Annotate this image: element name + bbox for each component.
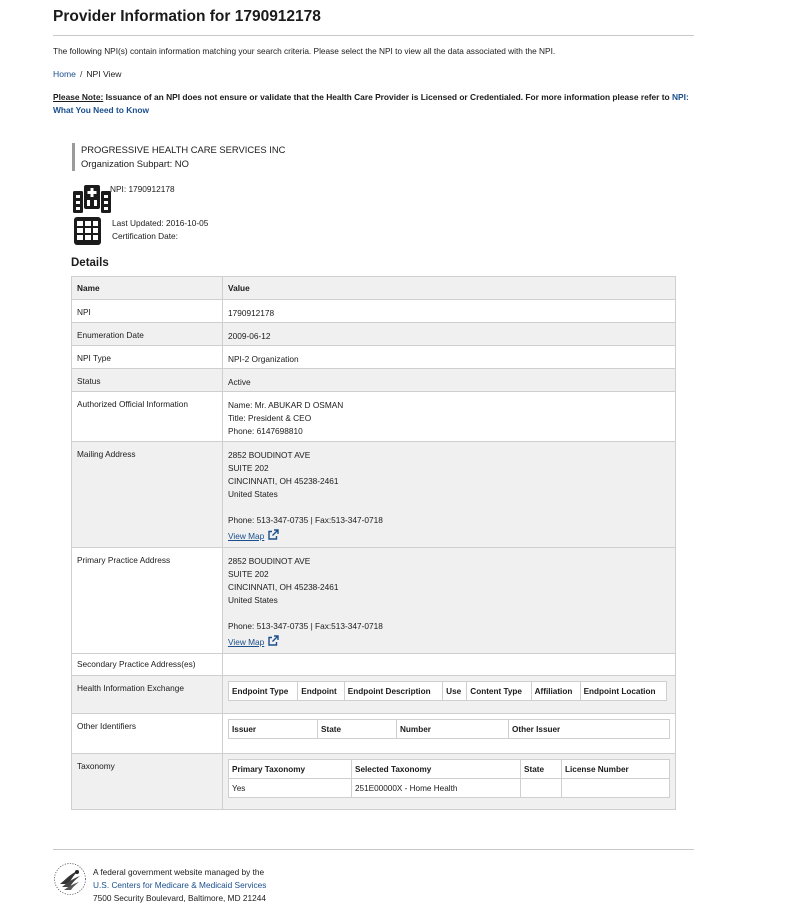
row-label: Other Identifiers xyxy=(72,714,223,754)
official-title: Title: President & CEO xyxy=(228,413,312,423)
breadcrumb xyxy=(53,69,122,79)
primary-contact: Phone: 513-347-0735 | Fax:513-347-0718 xyxy=(228,621,383,631)
taxonomy-column-header: Primary Taxonomy xyxy=(229,760,352,779)
external-link-icon[interactable] xyxy=(267,635,279,647)
npi-number: NPI: 1790912178 xyxy=(110,184,175,194)
address-line: 2852 BOUDINOT AVE xyxy=(228,556,311,566)
npi-type-value: NPI-2 Organization xyxy=(223,346,676,369)
hie-column-header: Content Type xyxy=(467,682,531,701)
view-map-row xyxy=(228,527,670,543)
taxonomy-value xyxy=(223,754,676,810)
breadcrumb-separator: / xyxy=(79,69,83,79)
title-divider xyxy=(53,35,694,36)
value-column-header: Value xyxy=(223,277,676,300)
address-line: CINCINNATI, OH 45238-2461 xyxy=(228,476,339,486)
hie-column-header: Use xyxy=(443,682,467,701)
row-label: Enumeration Date xyxy=(72,323,223,346)
organization-subpart: Organization Subpart: NO xyxy=(81,158,189,169)
row-label: NPI xyxy=(72,300,223,323)
taxonomy-column-header: State xyxy=(521,760,562,779)
status-value: Active xyxy=(223,369,676,392)
provider-summary xyxy=(72,143,285,171)
footer-divider xyxy=(53,849,694,850)
details-header-row xyxy=(72,277,676,300)
authorized-official-value xyxy=(223,392,676,442)
official-name: Name: Mr. ABUKAR D OSMAN xyxy=(228,400,344,410)
hie-column-header: Endpoint Location xyxy=(580,682,666,701)
details-heading: Details xyxy=(71,257,109,269)
breadcrumb-current: NPI View xyxy=(86,69,122,79)
mailing-view-map-link[interactable]: View Map xyxy=(228,531,265,541)
taxonomy-column-header: License Number xyxy=(562,760,670,779)
notice xyxy=(53,91,698,117)
organization-building-icon xyxy=(71,183,113,247)
other-identifiers-column-header: State xyxy=(318,720,397,739)
page-title: Provider Information for 1790912178 xyxy=(53,8,321,25)
hie-header-row xyxy=(229,682,667,701)
footer-text xyxy=(93,866,266,905)
hie-table xyxy=(228,681,667,701)
other-identifiers-column-header: Issuer xyxy=(229,720,318,739)
taxonomy-table xyxy=(228,759,670,798)
name-column-header: Name xyxy=(72,277,223,300)
hie-column-header: Endpoint xyxy=(298,682,345,701)
secondary-address-value xyxy=(223,654,676,676)
taxonomy-cell xyxy=(562,779,670,798)
enumeration-date-value: 2009-06-12 xyxy=(223,323,676,346)
row-label: Primary Practice Address xyxy=(72,548,223,654)
taxonomy-cell: 251E00000X - Home Health xyxy=(352,779,521,798)
table-row xyxy=(72,300,676,323)
row-label: NPI Type xyxy=(72,346,223,369)
primary-address-value xyxy=(223,548,676,654)
provider-name: PROGRESSIVE HEALTH CARE SERVICES INC xyxy=(81,144,286,155)
address-line: 2852 BOUDINOT AVE xyxy=(228,450,311,460)
hie-value xyxy=(223,676,676,714)
address-line: United States xyxy=(228,595,278,605)
hie-column-header: Affiliation xyxy=(531,682,580,701)
taxonomy-cell: Yes xyxy=(229,779,352,798)
taxonomy-column-header: Selected Taxonomy xyxy=(352,760,521,779)
npi-value: 1790912178 xyxy=(223,300,676,323)
table-row xyxy=(72,323,676,346)
row-label: Health Information Exchange xyxy=(72,676,223,714)
primary-view-map-link[interactable]: View Map xyxy=(228,637,265,647)
mailing-address-value xyxy=(223,442,676,548)
table-row xyxy=(72,392,676,442)
external-link-icon[interactable] xyxy=(267,529,279,541)
cms-link[interactable]: U.S. Centers for Medicare & Medicaid Services xyxy=(93,880,267,890)
other-identifiers-column-header: Other Issuer xyxy=(509,720,670,739)
notice-label: Please Note: xyxy=(53,92,104,102)
row-label: Status xyxy=(72,369,223,392)
table-row xyxy=(72,346,676,369)
taxonomy-row xyxy=(229,779,670,798)
npi-info-link[interactable]: NPI: What You Need to Know xyxy=(53,92,689,115)
details-table xyxy=(71,276,676,810)
mailing-contact: Phone: 513-347-0735 | Fax:513-347-0718 xyxy=(228,515,383,525)
address-line: CINCINNATI, OH 45238-2461 xyxy=(228,582,339,592)
footer-managed-by: A federal government website managed by the xyxy=(93,867,265,877)
breadcrumb-home-link[interactable]: Home xyxy=(53,69,76,79)
last-updated: Last Updated: 2016-10-05 xyxy=(112,218,209,228)
row-label: Mailing Address xyxy=(72,442,223,548)
table-row xyxy=(72,548,676,654)
row-label: Authorized Official Information xyxy=(72,392,223,442)
other-identifiers-value xyxy=(223,714,676,754)
address-line: United States xyxy=(228,489,278,499)
other-identifiers-header-row xyxy=(229,720,670,739)
other-identifiers-table xyxy=(228,719,670,739)
notice-text: Issuance of an NPI does not ensure or validate that the Health Care Provider is Licensed or Credentialed. For more information please refer to xyxy=(103,92,672,102)
view-map-row xyxy=(228,633,670,649)
table-row xyxy=(72,676,676,714)
table-row xyxy=(72,442,676,548)
hie-column-header: Endpoint Type xyxy=(229,682,298,701)
address-line: SUITE 202 xyxy=(228,569,269,579)
table-row xyxy=(72,754,676,810)
table-row xyxy=(72,714,676,754)
footer-address: 7500 Security Boulevard, Baltimore, MD 21244 xyxy=(93,893,266,903)
hie-column-header: Endpoint Description xyxy=(344,682,442,701)
official-phone: Phone: 6147698810 xyxy=(228,426,303,436)
provider-dates xyxy=(112,217,208,243)
table-row xyxy=(72,369,676,392)
taxonomy-cell xyxy=(521,779,562,798)
address-line: SUITE 202 xyxy=(228,463,269,473)
intro-text: The following NPI(s) contain information matching your search criteria. Please select the NPI to view all the data associated with the NPI. xyxy=(53,46,556,56)
row-label: Secondary Practice Address(es) xyxy=(72,654,223,676)
certification-date: Certification Date: xyxy=(112,231,178,241)
taxonomy-header-row xyxy=(229,760,670,779)
table-row xyxy=(72,654,676,676)
row-label: Taxonomy xyxy=(72,754,223,810)
other-identifiers-column-header: Number xyxy=(397,720,509,739)
hhs-eagle-logo xyxy=(53,862,87,896)
